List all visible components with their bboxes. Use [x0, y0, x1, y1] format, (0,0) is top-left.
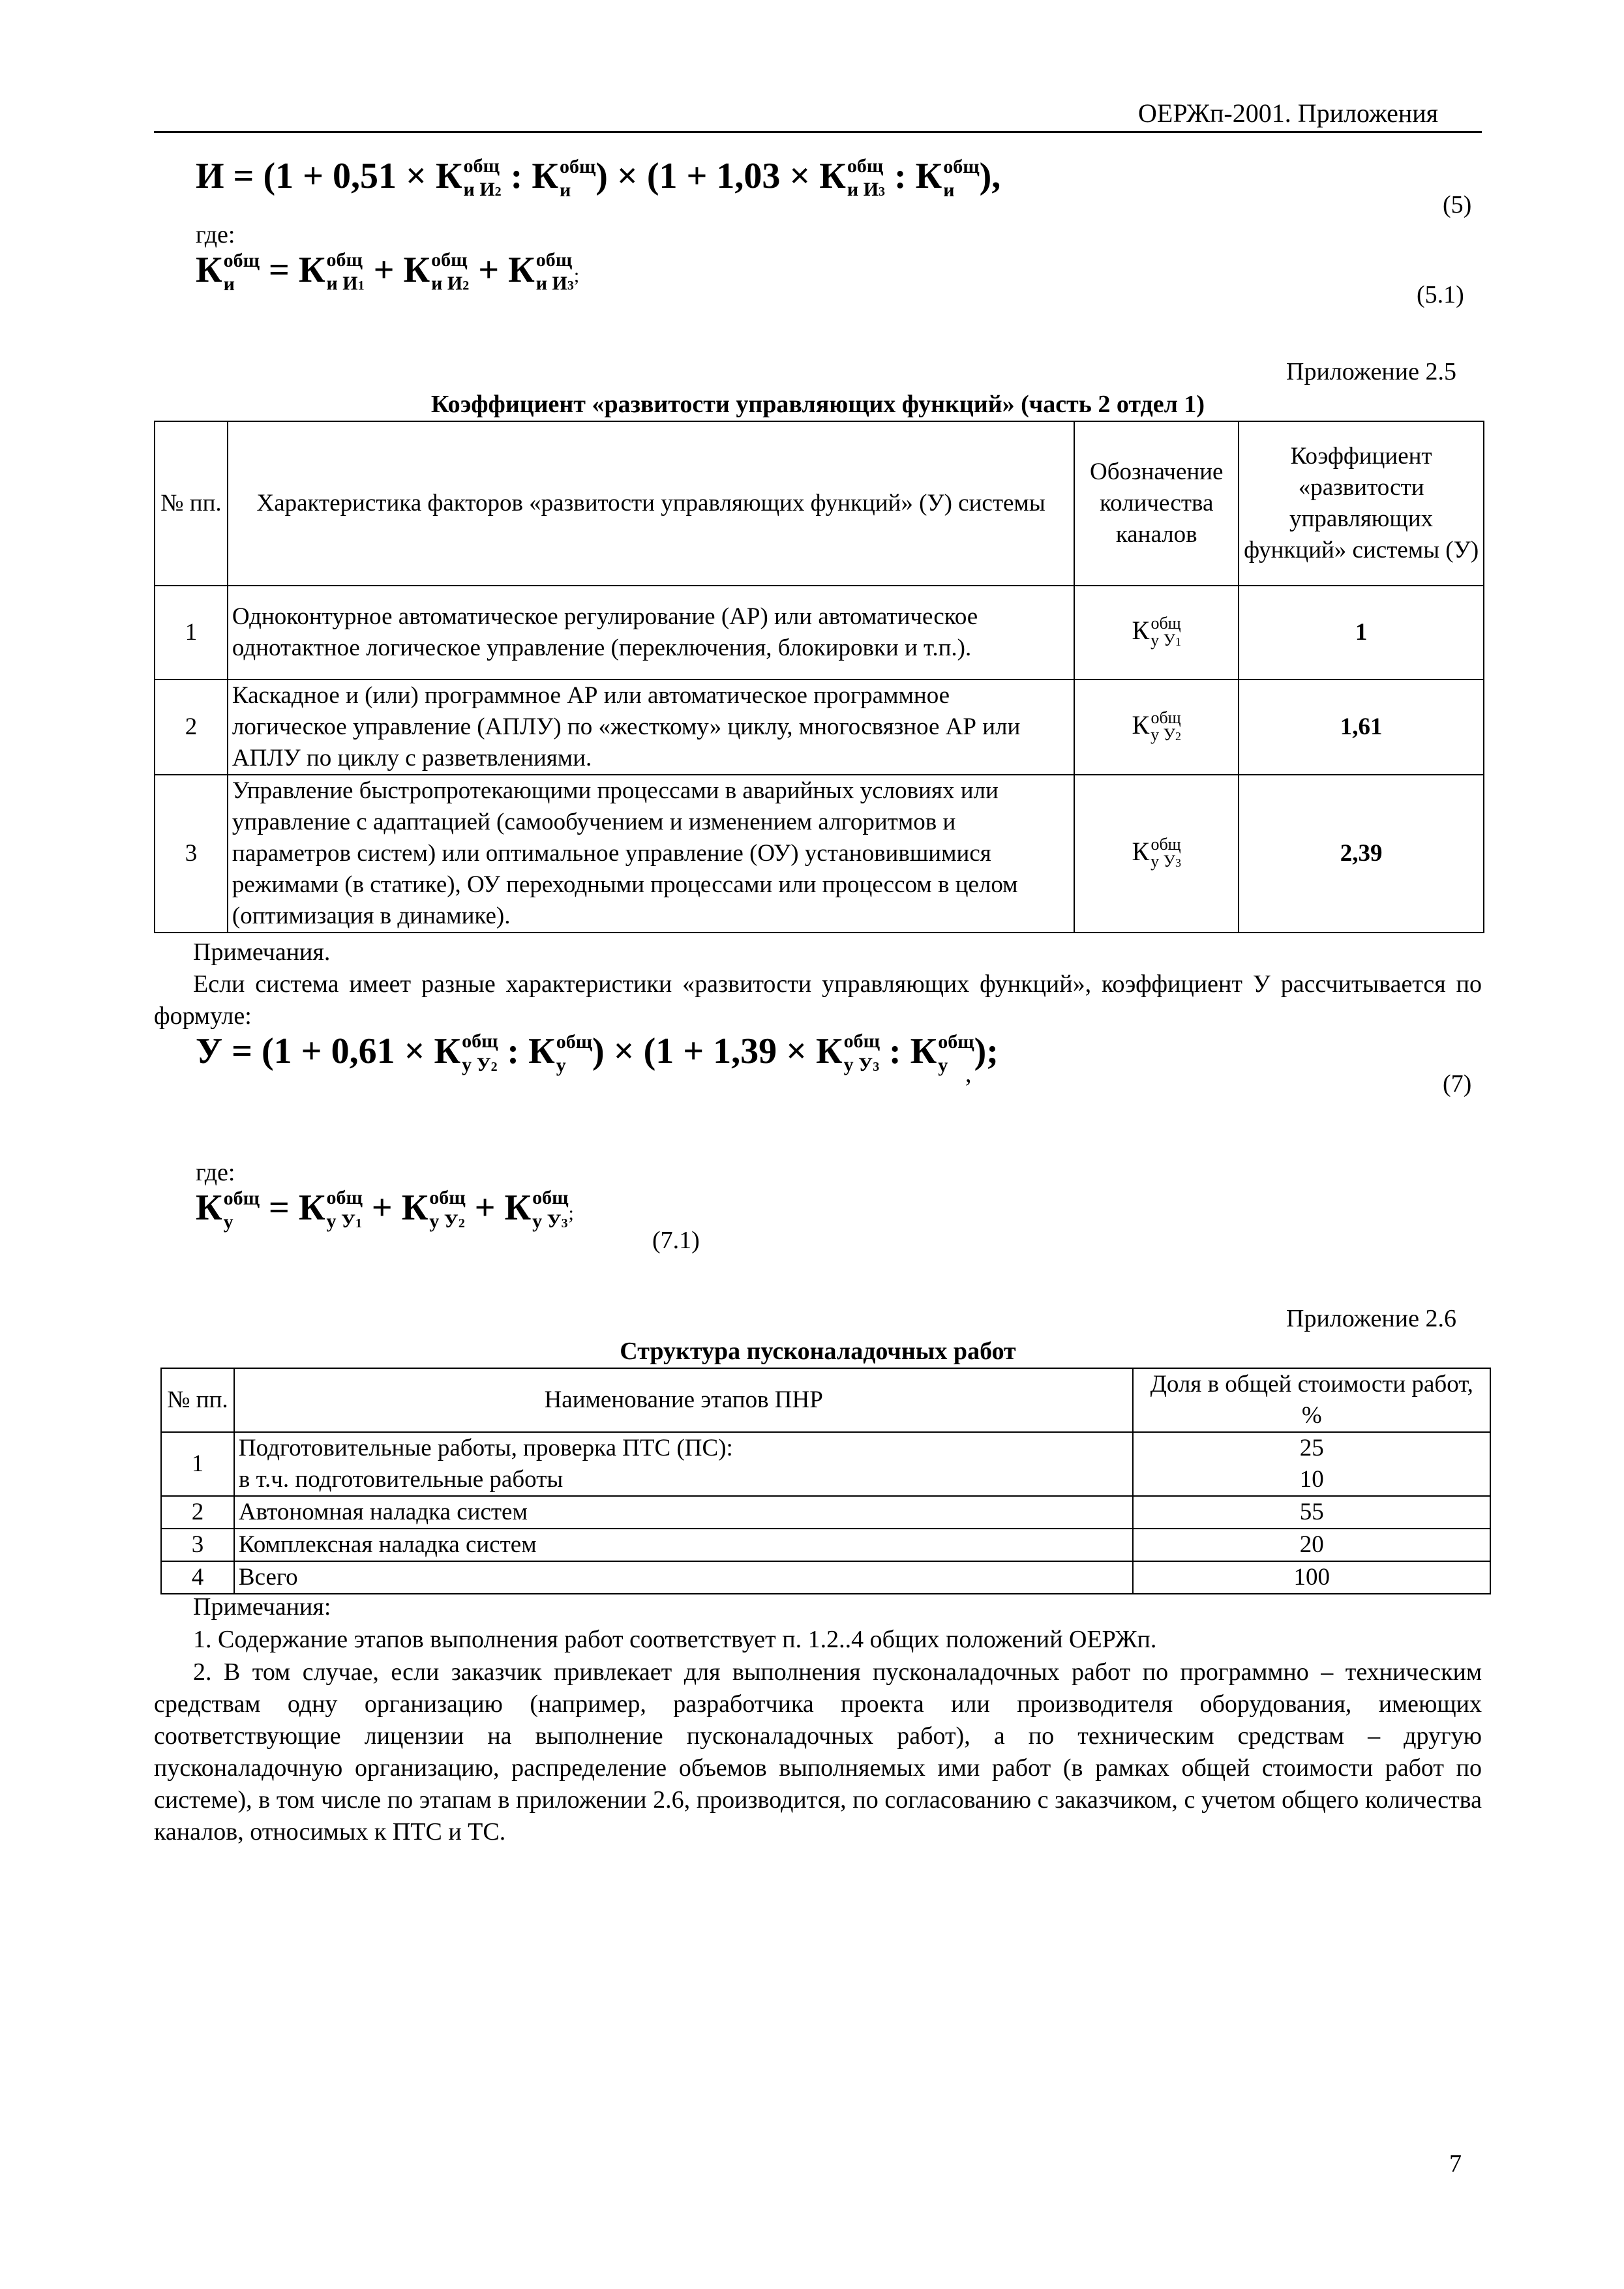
- equation-number-7: (7): [1443, 1070, 1472, 1098]
- formula-7-1-index: [532, 1186, 569, 1232]
- formula-7-1-part: К: [196, 1188, 222, 1228]
- appendix-2-6-title: Структура пусконаладочных работ: [620, 1338, 1016, 1365]
- formula-5-part: : К: [885, 156, 942, 196]
- appendix-2-6-label: Приложение 2.6: [1286, 1305, 1456, 1332]
- formula-7-part: У = (1 + 0,61 × К: [196, 1031, 461, 1071]
- appendix-2-5-title: Коэффициент «развитости управляющих функций» (часть 2 отдел 1): [430, 391, 1205, 418]
- formula-7-1-part: + К: [362, 1188, 429, 1228]
- formula-5-sup: общ: [943, 156, 980, 178]
- symbol-main: К: [1132, 710, 1150, 740]
- formula-5-sub-idx: 3: [879, 184, 886, 199]
- formula-7-1-part: + К: [465, 1188, 532, 1228]
- formula-5-1-sup: общ: [431, 248, 468, 271]
- table-header-row: [155, 421, 1484, 586]
- formula-7-1-index: [326, 1186, 363, 1232]
- formula-7-1-sup: общ: [532, 1186, 569, 1208]
- symbol-index: [1150, 615, 1181, 650]
- symbol-sub: у У: [1150, 725, 1176, 745]
- row-num: 3: [155, 775, 228, 933]
- appendix-2-5-label: Приложение 2.5: [1286, 358, 1456, 385]
- header-num: № пп.: [155, 421, 228, 586]
- formula-7-sub: у: [556, 1055, 566, 1077]
- symbol-sub: у У: [1150, 852, 1176, 871]
- row-coefficient: 2,39: [1239, 775, 1484, 933]
- formula-7-1-index: [429, 1186, 466, 1232]
- symbol-index: [1150, 710, 1181, 745]
- symbol-main: К: [1132, 836, 1150, 866]
- header-symbol: Обозначение количества каналов: [1074, 421, 1239, 586]
- row-coefficient: 1: [1239, 586, 1484, 680]
- table-row: [161, 1496, 1490, 1529]
- formula-5-part: ),: [979, 156, 1001, 196]
- formula-7-sub-idx: 3: [873, 1059, 880, 1074]
- formula-7-sup: общ: [462, 1030, 498, 1052]
- row-share: 10: [1133, 1464, 1490, 1496]
- formula-5-1-part: К: [196, 250, 222, 290]
- formula-7-index: [556, 1031, 593, 1077]
- formula-5-1-sup: общ: [535, 248, 573, 271]
- symbol-sup: общ: [1150, 708, 1181, 728]
- row-num: 3: [161, 1529, 234, 1561]
- formula-7-1-sub: у: [223, 1211, 233, 1233]
- symbol-index: [1150, 836, 1181, 871]
- table-row: [161, 1432, 1490, 1464]
- formula-5-sup: общ: [559, 156, 596, 178]
- formula-7-1-sub: у У: [429, 1210, 459, 1232]
- formula-5-sup: общ: [847, 155, 884, 177]
- note-text-2-5: Если система имеет разные характеристики «развитости управляющих функций», коэффициент У рассчитывается по формуле:: [154, 970, 1482, 1030]
- formula-7-1: [196, 1187, 574, 1232]
- formula-7-index: [462, 1030, 498, 1075]
- development-coefficient-table: [154, 421, 1484, 933]
- header-stage-name: Наименование этапов ПНР: [234, 1368, 1134, 1432]
- formula-5-1-part: + К: [469, 250, 535, 290]
- row-num: 4: [161, 1561, 234, 1594]
- where-label-1: где:: [196, 221, 235, 248]
- formula-5-1-sub: и И: [535, 272, 567, 294]
- symbol-sub: у У: [1150, 631, 1176, 650]
- formula-7-sub: у У: [843, 1053, 873, 1075]
- row-description: Управление быстропротекающими процессами в аварийных условиях или управление с адаптацией (самообучением и изменением алгоритмов и параметров систем) или оптимальное управление (ОУ) установившимися режимами (в статике), ОУ переходными процессами или процессом в целом (оптимизация в динамике).: [228, 775, 1074, 933]
- formula-7-1-sub: у У: [532, 1210, 562, 1232]
- formula-7-part: ) × (1 + 1,39 × К: [592, 1031, 843, 1071]
- formula-7-sub: у У: [462, 1053, 491, 1075]
- formula-5-1-part: + К: [364, 250, 430, 290]
- header-description: Характеристика факторов «развитости управляющих функций» (У) системы: [228, 421, 1074, 586]
- formula-5-index: [943, 156, 980, 202]
- table-row: [155, 680, 1484, 775]
- formula-5-1-sub: и И: [326, 272, 358, 294]
- row-stage-name: Всего: [234, 1561, 1134, 1594]
- formula-5-1-sub: и: [223, 273, 235, 295]
- formula-5-index: [559, 156, 596, 202]
- row-symbol: [1074, 680, 1239, 775]
- formula-5-1-sup: общ: [326, 248, 363, 271]
- equation-number-5: (5): [1443, 191, 1472, 218]
- symbol-main: К: [1132, 615, 1150, 645]
- row-num: 2: [161, 1496, 234, 1529]
- row-stage-name: в т.ч. подготовительные работы: [234, 1464, 1134, 1496]
- formula-5-sub: и И: [463, 178, 495, 200]
- where-label-2: где:: [196, 1159, 235, 1186]
- formula-5-part: : К: [501, 156, 558, 196]
- formula-5-1-sub-idx: 1: [357, 278, 365, 293]
- formula-7-part: : К: [498, 1031, 555, 1071]
- equation-number-5-1: (5.1): [1417, 281, 1464, 308]
- row-description: Каскадное и (или) программное АР или автоматическое программное логическое управление (АПЛУ) по «жесткому» циклу, многосвязное АР или АПЛУ по циклу с разветвлениями.: [228, 680, 1074, 775]
- formula-7-index: [843, 1030, 880, 1075]
- formula-7-1-tail: ;: [568, 1203, 574, 1224]
- formula-5-1-index: [223, 250, 260, 295]
- header-share: Доля в общей стоимости работ, %: [1133, 1368, 1490, 1432]
- symbol-sup: общ: [1150, 835, 1181, 854]
- formula-5-sub: и: [943, 179, 955, 202]
- formula-7-sup: общ: [556, 1031, 593, 1053]
- table-row: [161, 1464, 1490, 1496]
- row-share: 55: [1133, 1496, 1490, 1529]
- page-header: ОЕРЖп-2001. Приложения: [1138, 98, 1439, 128]
- symbol-sub-idx: 2: [1175, 730, 1182, 743]
- formula-5-1-sub-idx: 2: [462, 278, 470, 293]
- header-coefficient: Коэффициент «развитости управляющих функций» системы (У): [1239, 421, 1484, 586]
- formula-7-sup: общ: [938, 1031, 974, 1053]
- formula-5: [196, 155, 1000, 200]
- formula-7-sub-idx: 2: [490, 1059, 498, 1074]
- row-stage-name: Подготовительные работы, проверка ПТС (ПС):: [234, 1432, 1134, 1464]
- formula-5-1-index: [431, 248, 470, 294]
- formula-7-part: );: [974, 1031, 999, 1071]
- formula-5-1-index: [326, 248, 365, 294]
- formula-5-1: [196, 249, 579, 294]
- note-1: 1. Содержание этапов выполнения работ соответствует п. 1.2..4 общих положений ОЕРЖп.: [193, 1626, 1157, 1653]
- formula-5-1-sup: общ: [223, 250, 260, 272]
- row-num: 1: [155, 586, 228, 680]
- row-description: Одноконтурное автоматическое регулирование (АР) или автоматическое однотактное логическое управление (переключения, блокировки и т.п.).: [228, 586, 1074, 680]
- formula-5-1-tail: ;: [573, 265, 580, 286]
- symbol-sub-idx: 3: [1175, 856, 1182, 870]
- formula-5-1-sub-idx: 3: [567, 278, 574, 293]
- formula-7-1-sub-idx: 3: [561, 1216, 568, 1231]
- row-stage-name: Автономная наладка систем: [234, 1496, 1134, 1529]
- formula-7-1-sub-idx: 1: [355, 1216, 362, 1231]
- symbol-sup: общ: [1150, 614, 1181, 633]
- row-num: 2: [155, 680, 228, 775]
- commissioning-structure-table: [160, 1368, 1491, 1594]
- table-header-row: [161, 1368, 1490, 1432]
- formula-7-sub: у: [938, 1055, 948, 1077]
- formula-7-1-sub: у У: [326, 1210, 355, 1232]
- formula-5-sub-idx: 2: [494, 184, 502, 199]
- row-symbol: [1074, 586, 1239, 680]
- formula-7-1-sup: общ: [429, 1186, 466, 1208]
- table-row: [161, 1561, 1490, 1594]
- formula-5-index: [463, 155, 502, 200]
- table-row: [155, 586, 1484, 680]
- formula-5-part: И = (1 + 0,51 × К: [196, 156, 462, 196]
- header-num: № пп.: [161, 1368, 234, 1432]
- formula-7-1-sup: общ: [223, 1188, 260, 1210]
- formula-7-1-sub-idx: 2: [458, 1216, 465, 1231]
- notes-title-2-5: Примечания.: [193, 938, 331, 966]
- formula-7-1-index: [223, 1188, 260, 1233]
- formula-7-part: : К: [879, 1031, 937, 1071]
- formula-7-1-part: = К: [259, 1188, 325, 1228]
- row-share: 20: [1133, 1529, 1490, 1561]
- row-share: 25: [1133, 1432, 1490, 1464]
- formula-5-sup: общ: [463, 155, 500, 177]
- notes-title-2-6: Примечания:: [193, 1593, 331, 1621]
- formula-7-1-sup: общ: [326, 1186, 363, 1208]
- row-symbol: [1074, 775, 1239, 933]
- page-number: 7: [1449, 2150, 1462, 2177]
- formula-5-sub: и И: [847, 178, 879, 200]
- formula-7-sup: общ: [843, 1030, 880, 1052]
- formula-5-index: [847, 155, 886, 200]
- equation-number-7-1: (7.1): [652, 1227, 700, 1254]
- row-coefficient: 1,61: [1239, 680, 1484, 775]
- row-stage-name: Комплексная наладка систем: [234, 1529, 1134, 1561]
- row-num: 1: [161, 1432, 234, 1496]
- formula-7-comma: ,: [965, 1060, 972, 1088]
- row-share: 100: [1133, 1561, 1490, 1594]
- formula-5-sub: и: [559, 179, 571, 202]
- formula-5-1-index: [535, 248, 574, 294]
- header-rule: [154, 131, 1482, 133]
- table-row: [161, 1529, 1490, 1561]
- note-2: 2. В том случае, если заказчик привлекает для выполнения пусконаладочных работ по программно – техническим средствам одну организацию (например, разработчика проекта или производителя оборудования, имеющих соответствующие лицензии на выполнение пусконаладочных работ), а по техническим средствам – другую пусконаладочную организацию, распределение объемов выполняемых ими работ (в рамках общей стоимости работ по системе), в том числе по этапам в приложении 2.6, производится, по согласованию с заказчиком, с учетом общего количества каналов, относимых к ПТС и ТС.: [154, 1658, 1482, 1846]
- formula-5-1-part: = К: [259, 250, 325, 290]
- symbol-sub-idx: 1: [1175, 635, 1182, 649]
- table-row: [155, 775, 1484, 933]
- formula-5-part: ) × (1 + 1,03 × К: [595, 156, 846, 196]
- formula-5-1-sub: и И: [431, 272, 463, 294]
- formula-7: [196, 1030, 999, 1075]
